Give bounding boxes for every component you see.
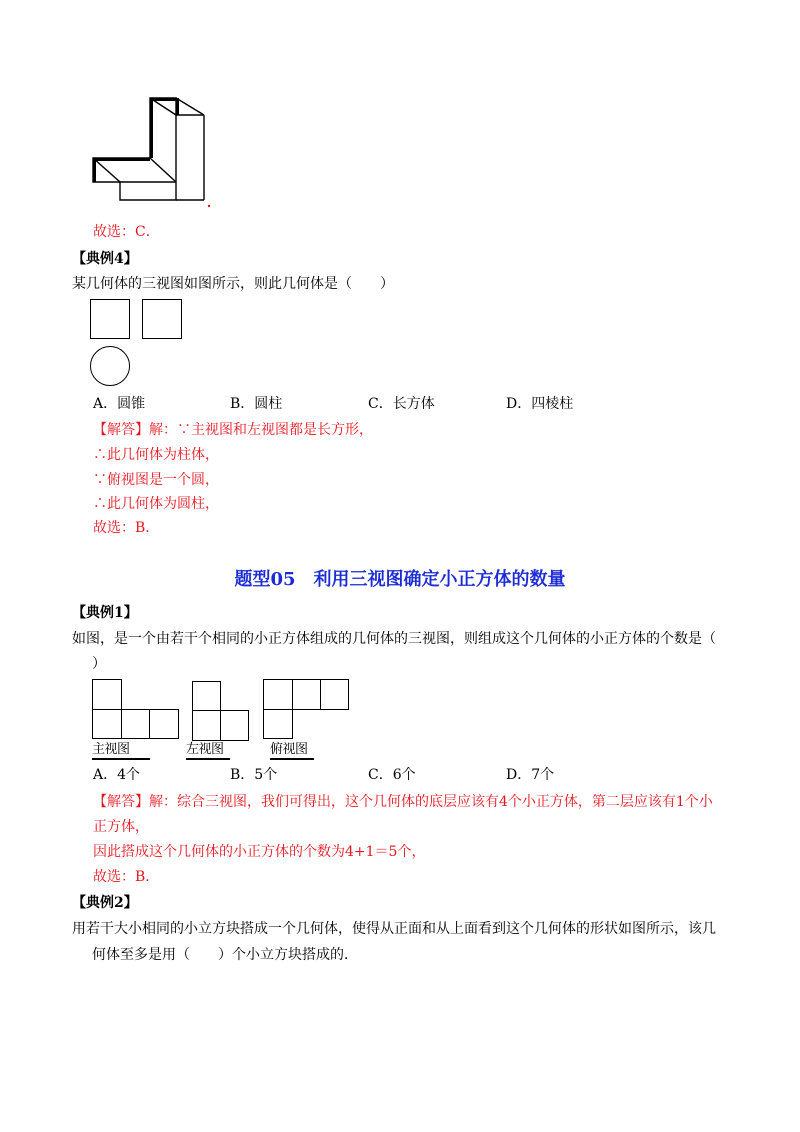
example1-solution-line-3: 因此搭成这个几何体的小正方体的个数为4+1＝5个， <box>93 844 426 860</box>
cube-square <box>92 709 122 739</box>
front-view-label: 主视图 <box>92 742 150 760</box>
cube-square <box>320 679 349 710</box>
top-view-circle <box>90 346 130 386</box>
example4-option-b: B．圆柱 <box>230 396 283 412</box>
cube-square <box>263 679 293 710</box>
side-view-square <box>142 299 182 339</box>
example4-option-d: D．四棱柱 <box>506 396 574 412</box>
example1-option-d: D．7个 <box>506 767 555 783</box>
section-title: 题型05 利用三视图确定小正方体的数量 <box>234 569 566 590</box>
example4-option-c: C．长方体 <box>368 396 435 412</box>
example1-solution-line-2: 正方体， <box>93 819 149 835</box>
example1-option-a: A．4个 <box>93 767 141 783</box>
cube-square <box>192 710 221 741</box>
example4-option-a: A．圆锥 <box>93 396 146 412</box>
example1-heading: 【典例1】 <box>72 605 138 621</box>
example4-solution-line-4: ∴此几何体为圆柱， <box>93 496 219 512</box>
example4-solution-line-1: 【解答】解：∵主视图和左视图都是长方形， <box>93 422 373 438</box>
example1-question-line-1: 如图，是一个由若干个相同的小正方体组成的几何体的三视图，则组成这个几何体的小正方体的个数是（ <box>72 631 716 647</box>
top-view-grid <box>263 679 349 739</box>
cube-square <box>121 709 150 739</box>
example4-question: 某几何体的三视图如图所示，则此几何体是（ ） <box>72 276 394 292</box>
example1-solution-line-1: 【解答】解：综合三视图，我们可得出，这个几何体的底层应该有4个小正方体，第二层应该有1个小 <box>93 794 713 810</box>
example4-solution-line-5: 故选：B． <box>93 520 160 536</box>
l-shaped-solid-figure <box>88 94 218 214</box>
cube-square <box>263 709 293 739</box>
example1-question-line-2: ） <box>92 656 106 672</box>
example1-option-b: B．5个 <box>230 767 278 783</box>
cube-square <box>220 710 249 741</box>
example2-question-line-1: 用若干大小相同的小立方块搭成一个几何体，使得从正面和从上面看到这个几何体的形状如图所示，该几 <box>72 921 716 937</box>
cube-square <box>92 679 122 710</box>
example4-solution-line-2: ∴此几何体为柱体， <box>93 447 219 463</box>
example2-question-line-2: 何体至多是用（ ）个小立方块搭成的． <box>92 947 358 963</box>
example4-solution-line-3: ∵俯视图是一个圆， <box>93 472 219 488</box>
front-view-square <box>90 299 130 339</box>
example2-heading: 【典例2】 <box>72 895 138 911</box>
example4-heading: 【典例4】 <box>72 251 138 267</box>
left-view-label: 左视图 <box>186 742 230 760</box>
cube-square <box>149 709 179 739</box>
example1-option-c: C．6个 <box>368 767 416 783</box>
example1-solution-line-4: 故选：B． <box>93 869 160 885</box>
cube-square <box>292 679 321 710</box>
prev-answer: 故选：C． <box>93 224 160 240</box>
front-view-grid <box>92 679 179 739</box>
left-view-grid <box>192 681 249 741</box>
cube-square <box>192 681 221 711</box>
top-view-label: 俯视图 <box>270 742 314 760</box>
